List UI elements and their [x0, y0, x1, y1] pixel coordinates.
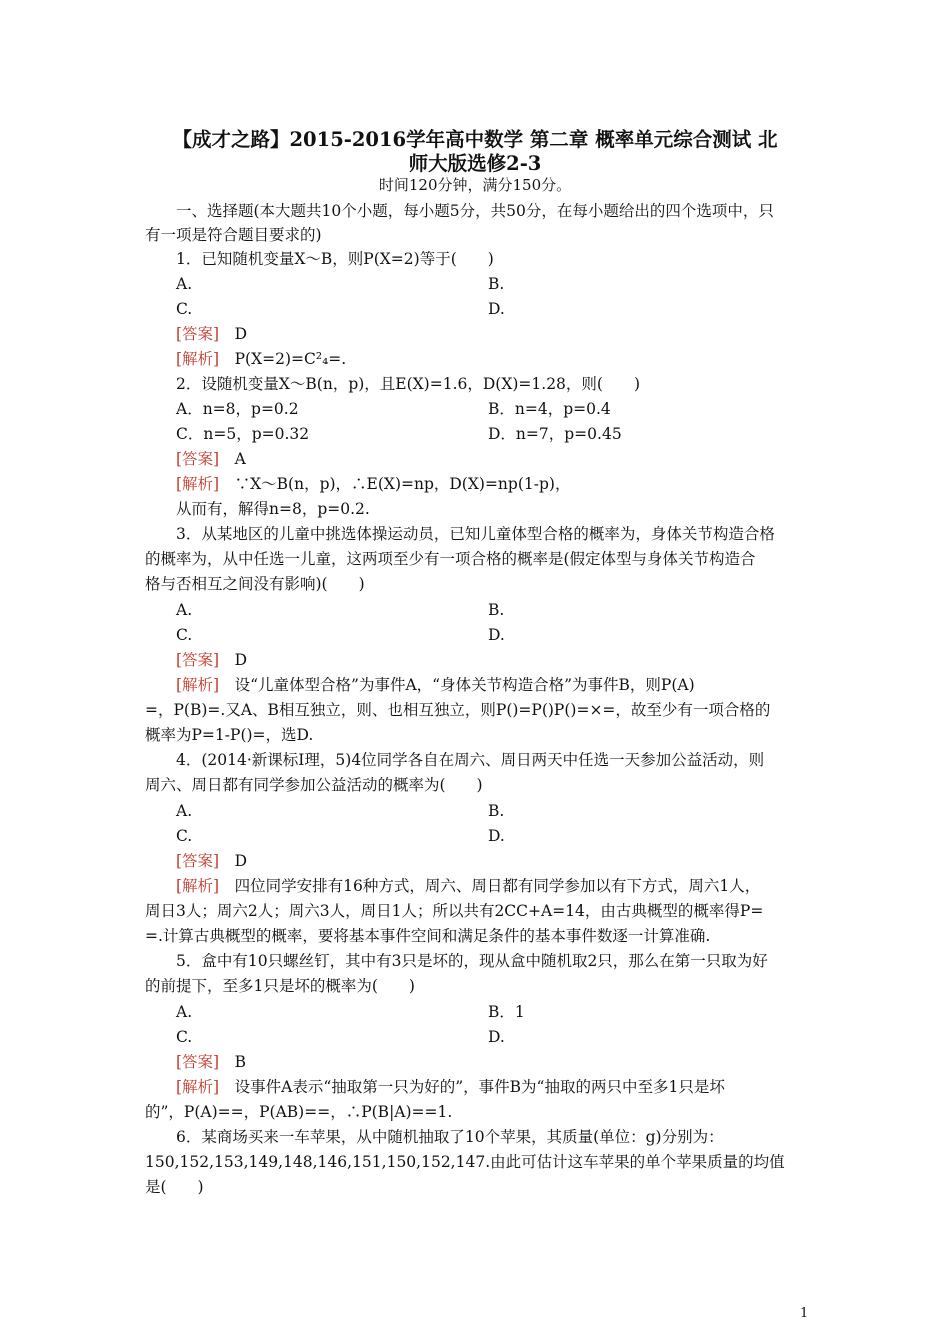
q5-stem-cont: 的前提下，至多1只是坏的概率为( )	[145, 977, 415, 995]
q1-option-c: C.	[176, 300, 193, 318]
q3-stem-cont: 格与否相互之间没有影响)( )	[145, 575, 365, 593]
q2-analysis-cont: 从而有，解得n=8，p=0.2.	[176, 500, 370, 518]
q1-option-b: B.	[488, 275, 505, 293]
q1-option-d: D.	[488, 300, 505, 318]
document-title-line1: 【成才之路】2015-2016学年高中数学 第二章 概率单元综合测试 北	[172, 128, 778, 151]
q4-option-d: D.	[488, 827, 505, 845]
q1-option-a: A.	[176, 275, 193, 293]
q5-analysis-text: 设事件A表示“抽取第一只为好的”，事件B为“抽取的两只中至多1只是坏	[234, 1078, 725, 1096]
q3-option-b: B.	[488, 601, 505, 619]
q4-analysis-cont: =.计算古典概型的概率，要将基本事件空间和满足条件的基本事件数逐一计算准确.	[145, 927, 711, 945]
answer-tag: [答案]	[176, 651, 220, 669]
q5-stem: 5．盒中有10只螺丝钉，其中有3只是坏的，现从盒中随机取2只，那么在第一只取为好	[176, 952, 768, 970]
q2-analysis-text: ∵X～B(n，p)，∴E(X)=np，D(X)=np(1-p)，	[234, 475, 571, 493]
section-heading: 一、选择题(本大题共10个小题，每小题5分，共50分，在每小题给出的四个选项中，只	[176, 202, 774, 220]
analysis-tag: [解析]	[176, 1078, 220, 1096]
q5-analysis-cont: 的”，P(A)==，P(AB)==，∴P(B|A)==1.	[145, 1103, 453, 1121]
q1-analysis	[176, 347, 346, 371]
q5-option-c: C.	[176, 1028, 193, 1046]
q3-answer-value: D	[234, 651, 248, 669]
q3-analysis-text: 设“儿童体型合格”为事件A，“身体关节构造合格”为事件B，则P(A)	[234, 676, 695, 694]
q4-answer-value: D	[234, 852, 248, 870]
q2-option-c: C．n=5，p=0.32	[176, 425, 310, 443]
q6-stem-cont: 是( )	[145, 1178, 204, 1196]
q2-stem: 2．设随机变量X～B(n，p)，且E(X)=1.6，D(X)=1.28，则( )	[176, 375, 641, 393]
q3-option-c: C.	[176, 626, 193, 644]
page-number: 1	[800, 1306, 809, 1321]
q5-answer-value: B	[234, 1053, 247, 1071]
q4-option-b: B.	[488, 802, 505, 820]
q1-answer-value: D	[234, 325, 248, 343]
q2-option-d: D．n=7，p=0.45	[488, 425, 622, 443]
q4-option-c: C.	[176, 827, 193, 845]
q3-stem-cont: 的概率为，从中任选一儿童，这两项至少有一项合格的概率是(假定体型与身体关节构造合	[145, 550, 756, 568]
q5-option-b: B．1	[488, 1003, 525, 1021]
q1-analysis-text: P(X=2)=C²₄=.	[234, 350, 347, 368]
q4-option-a: A.	[176, 802, 193, 820]
q2-analysis	[176, 472, 570, 496]
analysis-tag: [解析]	[176, 350, 220, 368]
q6-stem-cont: 150,152,153,149,148,146,151,150,152,147.由此可估计这车苹果的单个苹果质量的均值	[145, 1153, 785, 1171]
q3-analysis-cont: =，P(B)=.又A、B相互独立，则、也相互独立，则P()=P()P()=×=，故至少有一项合格的	[145, 701, 771, 719]
analysis-tag: [解析]	[176, 877, 220, 895]
q3-option-d: D.	[488, 626, 505, 644]
q3-answer	[176, 648, 247, 672]
q5-answer	[176, 1050, 246, 1074]
q4-answer	[176, 849, 247, 873]
q1-answer	[176, 322, 247, 346]
analysis-tag: [解析]	[176, 475, 220, 493]
q4-stem-cont: 周六、周日都有同学参加公益活动的概率为( )	[145, 776, 483, 794]
q4-analysis	[176, 874, 760, 898]
analysis-tag: [解析]	[176, 676, 220, 694]
q4-analysis-cont: 周日3人；周六2人；周六3人，周日1人；所以共有2CC+A=14，由古典概型的概率得P=	[145, 902, 764, 920]
q2-answer	[176, 447, 246, 471]
answer-tag: [答案]	[176, 325, 220, 343]
q2-option-a: A．n=8，p=0.2	[176, 400, 299, 418]
answer-tag: [答案]	[176, 1053, 220, 1071]
q3-option-a: A.	[176, 601, 193, 619]
q2-answer-value: A	[234, 450, 246, 468]
q3-stem: 3．从某地区的儿童中挑选体操运动员，已知儿童体型合格的概率为，身体关节构造合格	[176, 525, 775, 543]
q5-option-d: D.	[488, 1028, 505, 1046]
q5-analysis	[176, 1075, 725, 1099]
q3-analysis-cont: 概率为P=1-P()=，选D.	[145, 726, 314, 744]
q4-stem: 4．(2014·新课标Ⅰ理，5)4位同学各自在周六、周日两天中任选一天参加公益活动，则	[176, 751, 765, 769]
answer-tag: [答案]	[176, 450, 220, 468]
q3-analysis	[176, 673, 695, 697]
q6-stem: 6．某商场买来一车苹果，从中随机抽取了10个苹果，其质量(单位：g)分别为：	[176, 1128, 724, 1146]
q4-analysis-text: 四位同学安排有16种方式，周六、周日都有同学参加以有下方式，周六1人，	[234, 877, 761, 895]
q5-option-a: A.	[176, 1003, 193, 1021]
q2-option-b: B．n=4，p=0.4	[488, 400, 611, 418]
exam-time-note: 时间120分钟，满分150分。	[378, 176, 572, 194]
section-heading-cont: 有一项是符合题目要求的)	[145, 226, 322, 244]
q1-stem: 1．已知随机变量X～B，则P(X=2)等于( )	[176, 250, 494, 268]
document-title-line2: 师大版选修2-3	[408, 152, 542, 175]
answer-tag: [答案]	[176, 852, 220, 870]
